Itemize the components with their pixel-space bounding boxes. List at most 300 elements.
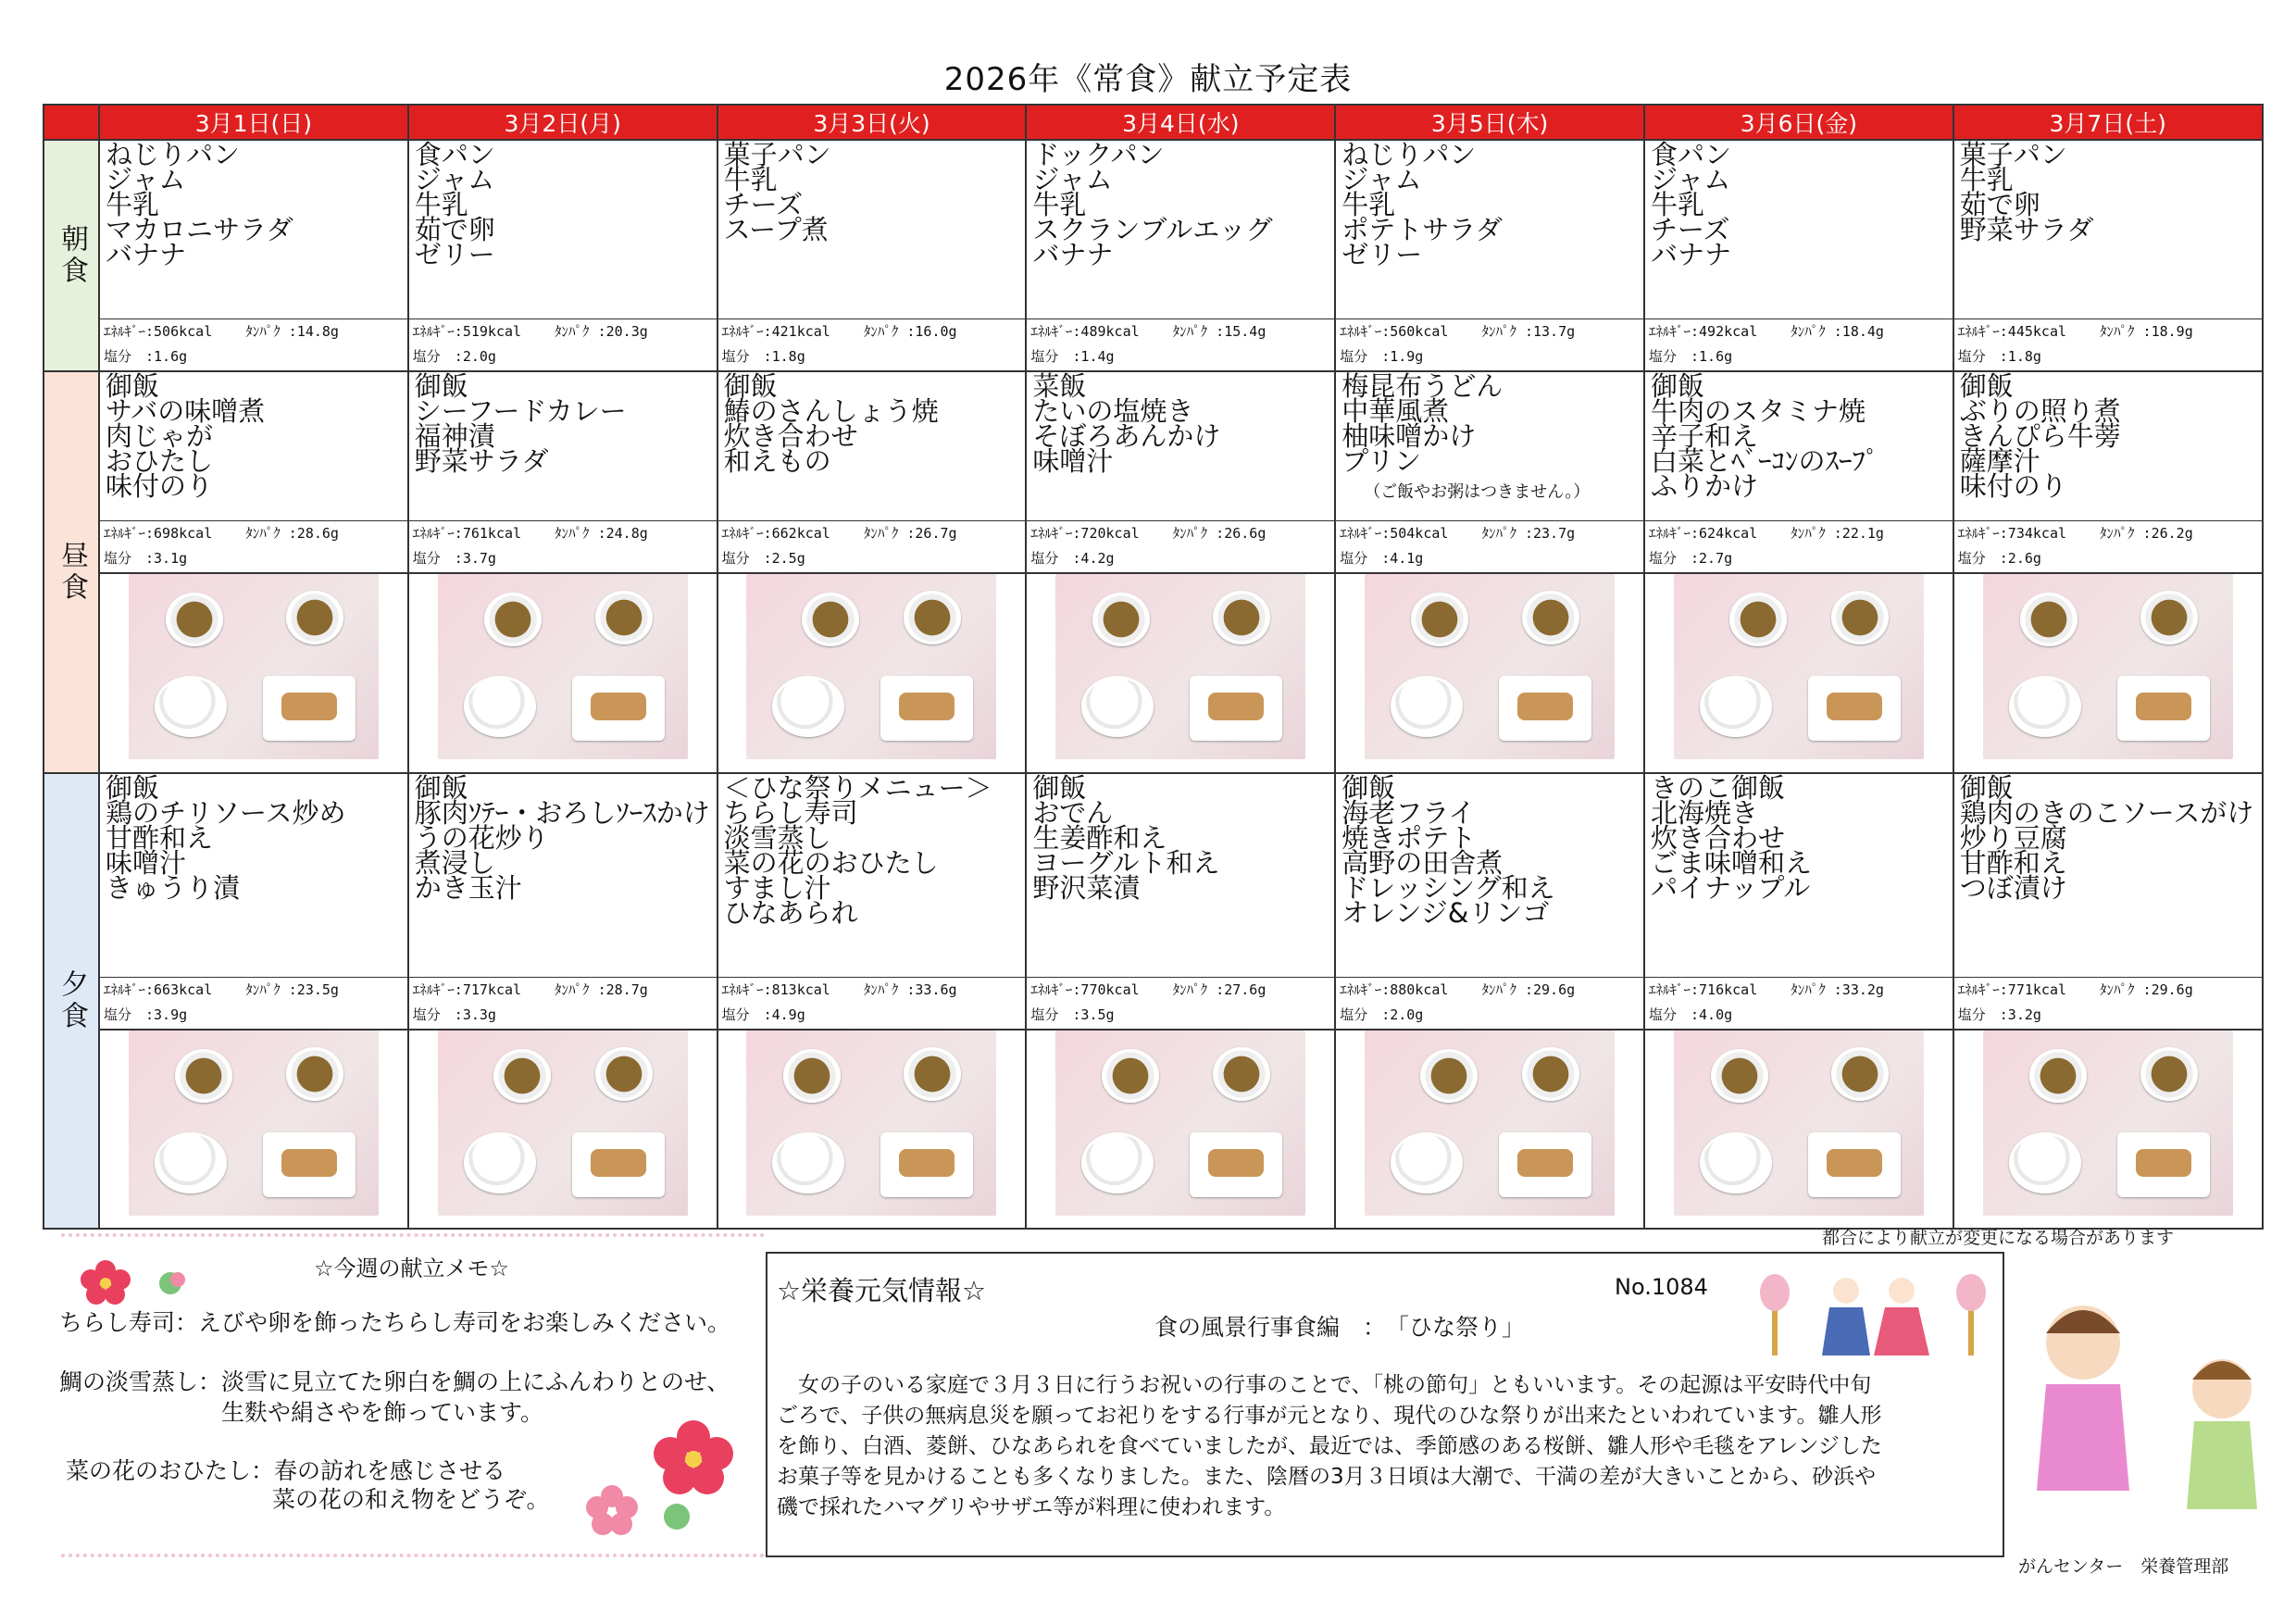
menu-item: サバの味噌煮: [106, 395, 266, 427]
nutrition-values: [409, 319, 717, 369]
day-header-row: [44, 105, 2263, 140]
footer-organization: がんセンター 栄養管理部: [2018, 1556, 2229, 1577]
menu-item: ジャム: [414, 164, 495, 195]
menu-item: うの花炒り: [414, 822, 549, 854]
info-line: 磯で採れたハマグリやサザエ等が料理に使われます。: [777, 1495, 1286, 1519]
change-note: 都合により献立が変更になる場合があります: [1822, 1228, 2175, 1248]
salt-value: 塩分 :2.7g: [1648, 550, 1733, 567]
meal-photo-cell: [718, 1030, 1027, 1229]
menu-cell: [718, 371, 1027, 573]
salt-value: 塩分 :1.6g: [1648, 348, 1733, 365]
menu-item: 味付のり: [1959, 470, 2067, 502]
menu-item: 生姜酢和え: [1032, 822, 1167, 854]
menu-item: 豚肉ｿﾃｰ・おろしｿｰｽかけ: [414, 797, 710, 829]
menu-cell: [1335, 773, 1644, 1030]
menu-items: [1645, 141, 1953, 319]
meal-photo: [1365, 574, 1615, 759]
energy-protein-line: [1340, 319, 1643, 344]
menu-item: 御飯: [1032, 774, 1087, 804]
menu-items: [409, 774, 717, 977]
menu-item: スープ煮: [723, 214, 829, 245]
menu-item: 柚味噌かけ: [1341, 420, 1477, 452]
protein-value: ﾀﾝﾊﾟｸ :28.7g: [555, 981, 648, 998]
menu-item: 薩摩汁: [1959, 445, 2040, 477]
protein-value: ﾀﾝﾊﾟｸ :15.4g: [1172, 323, 1267, 340]
nutrition-values: [718, 319, 1026, 369]
protein-value: ﾀﾝﾊﾟｸ :22.1g: [1791, 525, 1884, 542]
menu-item: 菜飯: [1032, 372, 1087, 402]
energy-protein-line: [104, 319, 407, 344]
menu-item: 鶏のチリソース炒め: [106, 797, 346, 829]
menu-item: きんぴら牛蒡: [1959, 420, 2121, 452]
menu-item: ジャム: [1032, 164, 1113, 195]
menu-items: [1954, 372, 2262, 520]
menu-item: 福神漬: [414, 420, 495, 452]
menu-item: 茹で卵: [414, 214, 495, 245]
energy-protein-line: [1958, 319, 2262, 344]
meal-photo-cell: [99, 1030, 408, 1229]
meal-label-dinner: 夕食: [44, 773, 99, 1229]
nutrition-values: [1027, 319, 1334, 369]
menu-item: バナナ: [1032, 239, 1114, 270]
meal-photo: [1055, 574, 1305, 759]
energy-protein-line: [1030, 319, 1334, 344]
children-illustration: [2009, 1278, 2287, 1546]
menu-item: チーズ: [723, 189, 804, 220]
meal-photo: [438, 1031, 688, 1216]
menu-item: おでん: [1032, 797, 1114, 829]
breakfast-row: [44, 140, 2263, 371]
menu-items: [1645, 372, 1953, 520]
nutrition-values: [1954, 977, 2262, 1028]
salt-value: 塩分 :3.1g: [104, 550, 188, 567]
menu-item: 御飯: [1959, 372, 2014, 402]
menu-item: ポテトサラダ: [1341, 214, 1503, 245]
salt-value: 塩分 :3.9g: [104, 1006, 188, 1023]
info-line: 女の子のいる家庭で３月３日に行うお祝いの行事のことで、「桃の節句」ともいいます。その起源は平安時代中旬: [777, 1373, 1872, 1397]
menu-item: ジャム: [1650, 164, 1731, 195]
nutrition-values: [1954, 520, 2262, 571]
menu-item: 御飯: [1650, 372, 1704, 402]
menu-item: 牛乳: [106, 189, 160, 220]
energy-value: ｴﾈﾙｷﾞｰ:519kcal: [412, 323, 522, 340]
energy-value: ｴﾈﾙｷﾞｰ:813kcal: [721, 981, 830, 998]
menu-item: かき玉汁: [414, 872, 522, 904]
weekly-memo: [43, 1231, 746, 1565]
protein-value: ﾀﾝﾊﾟｸ :18.9g: [2100, 323, 2193, 340]
memo-line: 菜の花の和え物をどうぞ。: [272, 1486, 550, 1513]
memo-line: 鯛の淡雪蒸し：淡雪に見立てた卵白を鯛の上にふんわりとのせ、: [59, 1368, 730, 1395]
meal-photo: [129, 1031, 379, 1216]
menu-item: 中華風煮: [1341, 395, 1450, 427]
menu-items: [718, 774, 1026, 977]
energy-protein-line: [1030, 521, 1334, 546]
salt-value: 塩分 :2.6g: [1957, 550, 2041, 567]
menu-item: 鶏肉のきのこソースがけ: [1959, 797, 2254, 829]
menu-item: たいの塩焼き: [1032, 395, 1194, 427]
protein-value: ﾀﾝﾊﾟｸ :23.7g: [1481, 525, 1576, 542]
menu-cell: [99, 140, 408, 371]
meal-photo-cell: [1953, 573, 2263, 773]
nutrition-values: [100, 977, 407, 1028]
menu-item: 焼きポテト: [1341, 822, 1477, 854]
energy-protein-line: [1958, 978, 2262, 1003]
meal-photo-cell: [99, 573, 408, 773]
energy-value: ｴﾈﾙｷﾞｰ:560kcal: [1340, 323, 1449, 340]
menu-note: （ご飯やお粥はつきません。）: [1364, 482, 1591, 502]
dinner-photo-row: [44, 1030, 2263, 1229]
meal-photo-cell: [1026, 1030, 1335, 1229]
nutrition-values: [718, 520, 1026, 571]
meal-label-breakfast: 朝食: [44, 140, 99, 371]
energy-value: ｴﾈﾙｷﾞｰ:506kcal: [104, 323, 213, 340]
menu-cell: [408, 371, 718, 573]
energy-value: ｴﾈﾙｷﾞｰ:504kcal: [1340, 525, 1449, 542]
meal-photo: [129, 574, 379, 759]
meal-photo-cell: [1953, 1030, 2263, 1229]
menu-item: 菜の花のおひたし: [723, 847, 939, 879]
menu-items: [100, 372, 407, 520]
nutrition-values: [409, 520, 717, 571]
energy-value: ｴﾈﾙｷﾞｰ:770kcal: [1030, 981, 1140, 998]
menu-item: 牛乳: [723, 164, 778, 195]
menu-cell: [718, 140, 1027, 371]
meal-photo: [1983, 1031, 2233, 1216]
salt-value: 塩分 :1.4g: [1030, 348, 1115, 365]
salt-value: 塩分 :4.2g: [1030, 550, 1115, 567]
protein-value: ﾀﾝﾊﾟｸ :26.7g: [863, 525, 957, 542]
meal-photo: [438, 574, 688, 759]
meal-photo-cell: [1335, 1030, 1644, 1229]
menu-item: ねじりパン: [1341, 141, 1477, 170]
energy-protein-line: [413, 978, 717, 1003]
menu-items: [1645, 774, 1953, 977]
menu-item: プリン: [1341, 445, 1422, 477]
menu-items: [1027, 141, 1334, 319]
menu-item: ドックパン: [1032, 141, 1165, 170]
menu-items: [409, 372, 717, 520]
menu-item: 野沢菜漬: [1032, 872, 1141, 904]
dotted-divider: [61, 1554, 765, 1557]
info-line: ごろで、子供の無病息災を願ってお祀りをする行事が元となり、現代のひな祭りが出来たといわれています。雛人形: [777, 1404, 1882, 1428]
day-header: 3月7日(土): [1953, 105, 2263, 140]
menu-item: 御飯: [106, 372, 160, 402]
protein-value: ﾀﾝﾊﾟｸ :33.2g: [1791, 981, 1884, 998]
menu-item: ゼリー: [1341, 239, 1423, 270]
protein-value: ﾀﾝﾊﾟｸ :23.5g: [245, 981, 339, 998]
protein-value: ﾀﾝﾊﾟｸ :13.7g: [1481, 323, 1576, 340]
menu-items: [100, 774, 407, 977]
menu-item: 甘酢和え: [106, 822, 214, 854]
menu-item: 菓子パン: [1959, 141, 2067, 170]
meal-photo-cell: [1644, 1030, 1953, 1229]
menu-item: ふりかけ: [1650, 470, 1758, 502]
menu-item: 梅昆布うどん: [1341, 372, 1504, 402]
menu-item: 煮浸し: [414, 847, 495, 879]
memo-line: 菜の花のおひたし：春の訪れを感じさせる: [66, 1457, 506, 1484]
meal-photo: [746, 574, 996, 759]
menu-cell: [1335, 371, 1644, 573]
salt-value: 塩分 :4.9g: [721, 1006, 805, 1023]
menu-item: 味噌汁: [1032, 445, 1114, 477]
menu-cell: [1644, 773, 1953, 1030]
day-header: 3月2日(月): [408, 105, 718, 140]
energy-value: ｴﾈﾙｷﾞｰ:771kcal: [1957, 981, 2067, 998]
menu-item: 牛乳: [1032, 189, 1087, 220]
nutrition-values: [718, 977, 1026, 1028]
info-line: お菓子等を見かけることも多くなりました。また、陰暦の3月３日頃は大潮で、干満の差が大きいことから、砂浜や: [777, 1465, 1877, 1489]
energy-value: ｴﾈﾙｷﾞｰ:717kcal: [412, 981, 522, 998]
salt-value: 塩分 :3.5g: [1030, 1006, 1115, 1023]
page-title: 2026年《常食》献立予定表: [943, 61, 1353, 98]
menu-cell: [1953, 371, 2263, 573]
salt-value: 塩分 :3.2g: [1957, 1006, 2041, 1023]
memo-title: ☆今週の献立メモ☆: [314, 1255, 510, 1281]
dinner-row: [44, 773, 2263, 1030]
menu-item: スクランブルエッグ: [1032, 214, 1273, 245]
menu-item: オレンジ&リンゴ: [1341, 897, 1550, 929]
salt-value: 塩分 :4.1g: [1340, 550, 1424, 567]
menu-items: [100, 141, 407, 319]
energy-protein-line: [104, 978, 407, 1003]
menu-item: 牛肉のスタミナ焼: [1650, 395, 1866, 427]
nutrition-values: [100, 319, 407, 369]
plum-blossom-icon: [69, 1250, 207, 1305]
salt-value: 塩分 :1.6g: [104, 348, 188, 365]
energy-value: ｴﾈﾙｷﾞｰ:624kcal: [1648, 525, 1758, 542]
memo-line: 生麩や絹さやを飾っています。: [221, 1399, 544, 1426]
menu-cell: [1953, 140, 2263, 371]
energy-value: ｴﾈﾙｷﾞｰ:761kcal: [412, 525, 522, 542]
nutrition-values: [1336, 319, 1643, 369]
protein-value: ﾀﾝﾊﾟｸ :29.6g: [2100, 981, 2193, 998]
meal-photo: [1674, 1031, 1924, 1216]
salt-value: 塩分 :1.8g: [721, 348, 805, 365]
menu-item: 菓子パン: [723, 141, 831, 170]
menu-cell: [99, 371, 408, 573]
menu-item: ぶりの照り煮: [1959, 395, 2121, 427]
menu-item: 牛乳: [414, 189, 468, 220]
menu-item: 淡雪蒸し: [723, 822, 831, 854]
energy-value: ｴﾈﾙｷﾞｰ:716kcal: [1648, 981, 1758, 998]
energy-value: ｴﾈﾙｷﾞｰ:663kcal: [104, 981, 213, 998]
plum-blossom-icon: [584, 1417, 751, 1537]
menu-items: [718, 141, 1026, 319]
energy-value: ｴﾈﾙｷﾞｰ:720kcal: [1030, 525, 1140, 542]
menu-item: きゅうり漬: [106, 872, 241, 904]
menu-item: そぼろあんかけ: [1032, 420, 1221, 452]
meal-photo-cell: [1026, 573, 1335, 773]
memo-line: ちらし寿司：えびや卵を飾ったちらし寿司をお楽しみください。: [59, 1309, 731, 1336]
menu-item: 御飯: [1341, 774, 1396, 804]
menu-item: 和えもの: [723, 445, 831, 477]
meal-photo: [1983, 574, 2233, 759]
day-header: 3月1日(日): [99, 105, 408, 140]
energy-protein-line: [722, 978, 1026, 1003]
menu-item: チーズ: [1650, 214, 1730, 245]
menu-item: 味噌汁: [106, 847, 187, 879]
info-body: [777, 1370, 1999, 1523]
meal-photo: [1055, 1031, 1305, 1216]
energy-value: ｴﾈﾙｷﾞｰ:698kcal: [104, 525, 213, 542]
menu-item: 炊き合わせ: [1650, 822, 1785, 854]
menu-item: おひたし: [106, 445, 214, 477]
day-header: 3月4日(水): [1026, 105, 1335, 140]
nutrition-values: [1954, 319, 2262, 369]
menu-item: 牛乳: [1650, 189, 1704, 220]
menu-item: パイナップル: [1650, 872, 1811, 904]
energy-protein-line: [1649, 521, 1953, 546]
menu-items: [1027, 372, 1334, 520]
lunch-photo-row: [44, 573, 2263, 773]
menu-item: バナナ: [106, 239, 187, 270]
nutrition-values: [1027, 977, 1334, 1028]
menu-item: 食パン: [1650, 141, 1731, 170]
protein-value: ﾀﾝﾊﾟｸ :20.3g: [555, 323, 648, 340]
menu-cell: [1644, 371, 1953, 573]
menu-item: 野菜サラダ: [1959, 214, 2094, 245]
menu-item: 牛乳: [1959, 164, 2014, 195]
menu-item: 野菜サラダ: [414, 445, 549, 477]
salt-value: 塩分 :2.5g: [721, 550, 805, 567]
menu-item: 味付のり: [106, 470, 214, 502]
menu-items: [1027, 774, 1334, 977]
menu-item: マカロニサラダ: [106, 214, 293, 245]
energy-protein-line: [1958, 521, 2262, 546]
menu-item: 茹で卵: [1959, 189, 2040, 220]
energy-value: ｴﾈﾙｷﾞｰ:489kcal: [1030, 323, 1140, 340]
menu-cell: [1335, 140, 1644, 371]
meal-photo-cell: [408, 573, 718, 773]
menu-item: 高野の田舎煮: [1341, 847, 1504, 879]
menu-cell: [1026, 371, 1335, 573]
energy-protein-line: [1340, 521, 1643, 546]
nutrition-values: [1645, 520, 1953, 571]
menu-item: ジャム: [106, 164, 186, 195]
menu-items: [1336, 141, 1643, 319]
energy-value: ｴﾈﾙｷﾞｰ:880kcal: [1340, 981, 1449, 998]
day-header: 3月5日(木): [1335, 105, 1644, 140]
info-subtitle: 食の風景行事食編 ： 「ひな祭り」: [1154, 1314, 1526, 1341]
menu-cell: [1644, 140, 1953, 371]
menu-items: [1336, 774, 1643, 977]
protein-value: ﾀﾝﾊﾟｸ :28.6g: [245, 525, 339, 542]
menu-cell: [408, 140, 718, 371]
menu-items: [1954, 141, 2262, 319]
menu-item: ヨーグルト和え: [1032, 847, 1220, 879]
menu-cell: [1953, 773, 2263, 1030]
meal-photo: [1365, 1031, 1615, 1216]
energy-value: ｴﾈﾙｷﾞｰ:421kcal: [721, 323, 830, 340]
meal-photo: [746, 1031, 996, 1216]
meal-photo-cell: [1644, 573, 1953, 773]
lunch-row: [44, 371, 2263, 573]
energy-protein-line: [104, 521, 407, 546]
menu-item: つぼ漬け: [1959, 872, 2067, 904]
menu-item: シーフードカレー: [414, 395, 627, 427]
menu-cell: [408, 773, 718, 1030]
menu-item: 辛子和え: [1650, 420, 1758, 452]
info-number: No.1084: [1615, 1274, 1708, 1300]
menu-item: ゼリー: [414, 239, 495, 270]
salt-value: 塩分 :3.7g: [412, 550, 496, 567]
menu-cell: [1026, 773, 1335, 1030]
menu-item: ジャム: [1341, 164, 1422, 195]
protein-value: ﾀﾝﾊﾟｸ :26.6g: [1172, 525, 1267, 542]
salt-value: 塩分 :2.0g: [412, 348, 496, 365]
meal-photo-cell: [408, 1030, 718, 1229]
nutrition-values: [1645, 319, 1953, 369]
menu-item: ひなあられ: [723, 897, 858, 929]
day-header: 3月6日(金): [1644, 105, 1953, 140]
meal-label-lunch: 昼食: [44, 371, 99, 773]
menu-item: 御飯: [723, 372, 778, 402]
menu-item: ちらし寿司: [723, 797, 858, 829]
menu-items: [1336, 372, 1643, 520]
energy-protein-line: [722, 319, 1026, 344]
menu-item: すまし汁: [723, 872, 831, 904]
protein-value: ﾀﾝﾊﾟｸ :14.8g: [245, 323, 339, 340]
menu-item: バナナ: [1650, 239, 1731, 270]
hina-dolls-icon: [1753, 1263, 1994, 1365]
menu-item: 北海焼き: [1650, 797, 1758, 829]
protein-value: ﾀﾝﾊﾟｸ :18.4g: [1791, 323, 1884, 340]
menu-item: 牛乳: [1341, 189, 1396, 220]
nutrition-values: [1645, 977, 1953, 1028]
menu-item: 御飯: [414, 372, 468, 402]
menu-item: ＜ひな祭りメニュー＞: [723, 774, 992, 804]
menu-items: [718, 372, 1026, 520]
energy-value: ｴﾈﾙｷﾞｰ:662kcal: [721, 525, 830, 542]
menu-item: 海老フライ: [1341, 797, 1476, 829]
energy-protein-line: [1030, 978, 1334, 1003]
menu-item: 炊き合わせ: [723, 420, 858, 452]
menu-item: 白菜とﾍﾞｰｺﾝのｽｰﾌﾟ: [1650, 445, 1879, 477]
nutrition-values: [100, 520, 407, 571]
salt-value: 塩分 :1.8g: [1957, 348, 2041, 365]
menu-item: 炒り豆腐: [1959, 822, 2067, 854]
menu-item: 御飯: [106, 774, 160, 804]
energy-value: ｴﾈﾙｷﾞｰ:445kcal: [1957, 323, 2067, 340]
menu-item: 甘酢和え: [1959, 847, 2067, 879]
energy-protein-line: [722, 521, 1026, 546]
menu-item: 鰆のさんしょう焼: [723, 395, 939, 427]
menu-item: ドレッシング和え: [1341, 872, 1555, 904]
energy-value: ｴﾈﾙｷﾞｰ:492kcal: [1648, 323, 1758, 340]
dotted-divider: [61, 1233, 765, 1237]
menu-item: ごま味噌和え: [1650, 847, 1812, 879]
menu-items: [1954, 774, 2262, 977]
nutrition-values: [1027, 520, 1334, 571]
protein-value: ﾀﾝﾊﾟｸ :16.0g: [863, 323, 957, 340]
protein-value: ﾀﾝﾊﾟｸ :26.2g: [2100, 525, 2193, 542]
menu-table: [43, 104, 2264, 1230]
day-header: 3月3日(火): [718, 105, 1027, 140]
nutrition-info-box: [766, 1252, 2004, 1557]
menu-item: 御飯: [414, 774, 468, 804]
nutrition-values: [1336, 977, 1643, 1028]
meal-photo-cell: [718, 573, 1027, 773]
header-corner: [44, 105, 99, 140]
menu-item: 御飯: [1959, 774, 2014, 804]
info-title: ☆栄養元気情報☆: [777, 1275, 986, 1306]
menu-cell: [718, 773, 1027, 1030]
energy-value: ｴﾈﾙｷﾞｰ:734kcal: [1957, 525, 2067, 542]
energy-protein-line: [1649, 978, 1953, 1003]
menu-cell: [99, 773, 408, 1030]
energy-protein-line: [1340, 978, 1643, 1003]
meal-photo: [1674, 574, 1924, 759]
